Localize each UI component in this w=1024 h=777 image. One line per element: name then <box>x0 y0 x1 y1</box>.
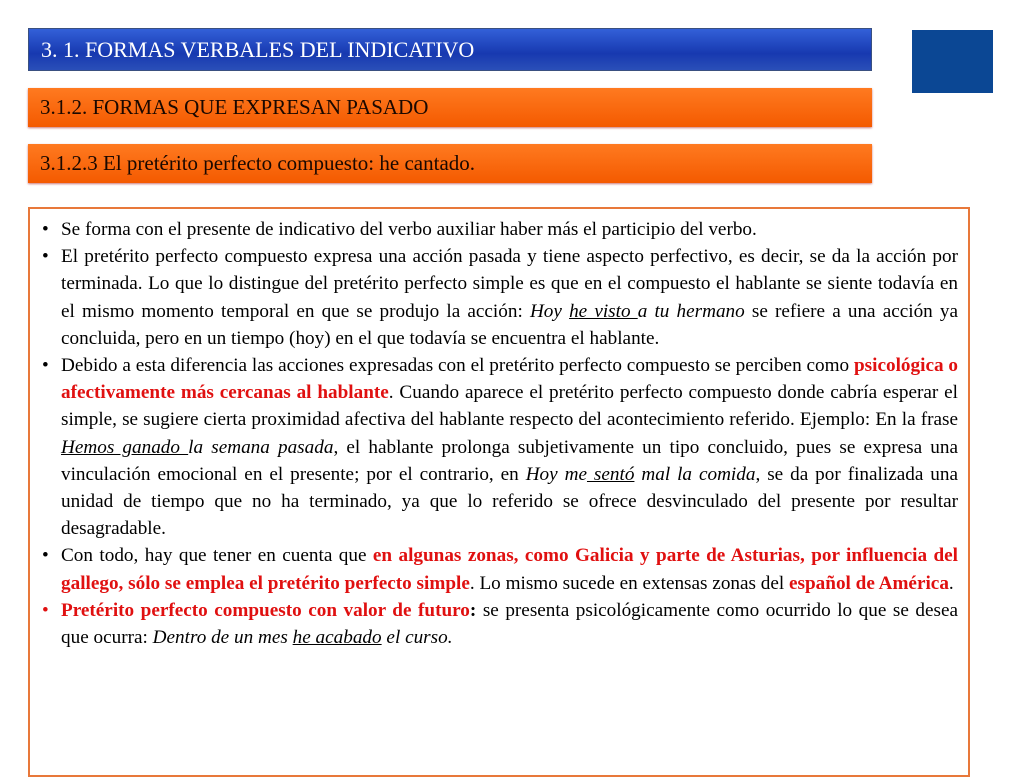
text-segment: el curso. <box>381 627 453 649</box>
bullet-item <box>42 542 958 596</box>
bullet-item <box>42 216 958 243</box>
bullet-list <box>42 216 958 651</box>
text-segment: Con todo, hay que tener en cuenta que <box>61 545 373 567</box>
text-segment: a tu hermano <box>637 300 745 322</box>
bullet-item <box>42 352 958 542</box>
text-segment: , se da por finalizada una unidad de tiempo que no ha terminado, ya que lo referido se ofrece desvinculado del presente por resultar desagradable. <box>61 463 958 540</box>
text-segment: . Cuando aparece el pretérito perfecto compuesto donde cabría esperar el simple, se sugiere cierta proximidad afectiva del hablante respecto del acontecimiento referido. Ejemplo: En la frase <box>61 382 959 431</box>
text-segment: se refiere a una acción ya concluida, pero en un tiempo (hoy) en el que todavía se encuentra el hablante. <box>61 300 959 349</box>
text-segment: español de América <box>789 572 949 594</box>
text-segment: Dentro de un mes <box>152 627 293 649</box>
slide-title: 3. 1. FORMAS VERBALES DEL INDICATIVO <box>41 36 475 62</box>
title-bar <box>28 28 872 71</box>
text-segment: he acabado <box>292 627 382 649</box>
text-segment: . Lo mismo sucede en extensas zonas del <box>469 572 790 594</box>
text-segment: se presenta psicológicamente como ocurrido lo que se desea que ocurra: <box>61 599 958 649</box>
text-segment: Se forma con el presente de indicativo del verbo auxiliar haber más el participio del verbo. <box>61 219 757 240</box>
text-segment: : <box>469 599 477 621</box>
text-segment: Hoy me <box>525 463 587 485</box>
subsection-bar <box>28 144 872 183</box>
text-segment: , el hablante prolonga subjetivamente un tipo concluido, pues se expresa una vinculación emocional en el presente; por el contrario, en <box>61 436 958 485</box>
section-title: 3.1.2. FORMAS QUE EXPRESAN PASADO <box>40 95 429 119</box>
bullet-item <box>42 243 958 352</box>
text-segment: El pretérito perfecto compuesto expresa una acción pasada y tiene aspecto perfectivo, es decir, se da la acción por terminada. Lo que lo distingue del pretérito perfecto simple es que en el compuesto el hablante se siente todavía en el mismo momento temporal en que se produjo la acción: <box>61 246 958 322</box>
text-segment: la semana pasada <box>188 436 334 458</box>
text-segment: sentó <box>586 463 635 485</box>
section-bar <box>28 88 872 127</box>
text-segment: psicológica o afectivamente más cercanas al hablante <box>61 355 958 404</box>
subsection-title: 3.1.2.3 El pretérito perfecto compuesto: he cantado. <box>40 151 476 175</box>
text-segment: Pretérito perfecto compuesto con valor de futuro <box>61 599 470 621</box>
bullet-item <box>42 597 958 651</box>
text-segment: Hoy <box>529 300 570 322</box>
text-segment: mal la comida <box>634 463 756 485</box>
text-segment: . <box>948 572 954 594</box>
decorative-square <box>912 30 993 93</box>
content-box <box>28 207 970 777</box>
text-segment: en algunas zonas, como Galicia y parte de Asturias, por influencia del gallego, sólo se emplea el pretérito perfecto simple <box>61 545 958 594</box>
text-segment: Hemos ganado <box>61 436 189 458</box>
text-segment: Debido a esta diferencia las acciones expresadas con el pretérito perfecto compuesto se perciben como <box>61 355 855 377</box>
text-segment: he visto <box>569 300 638 322</box>
